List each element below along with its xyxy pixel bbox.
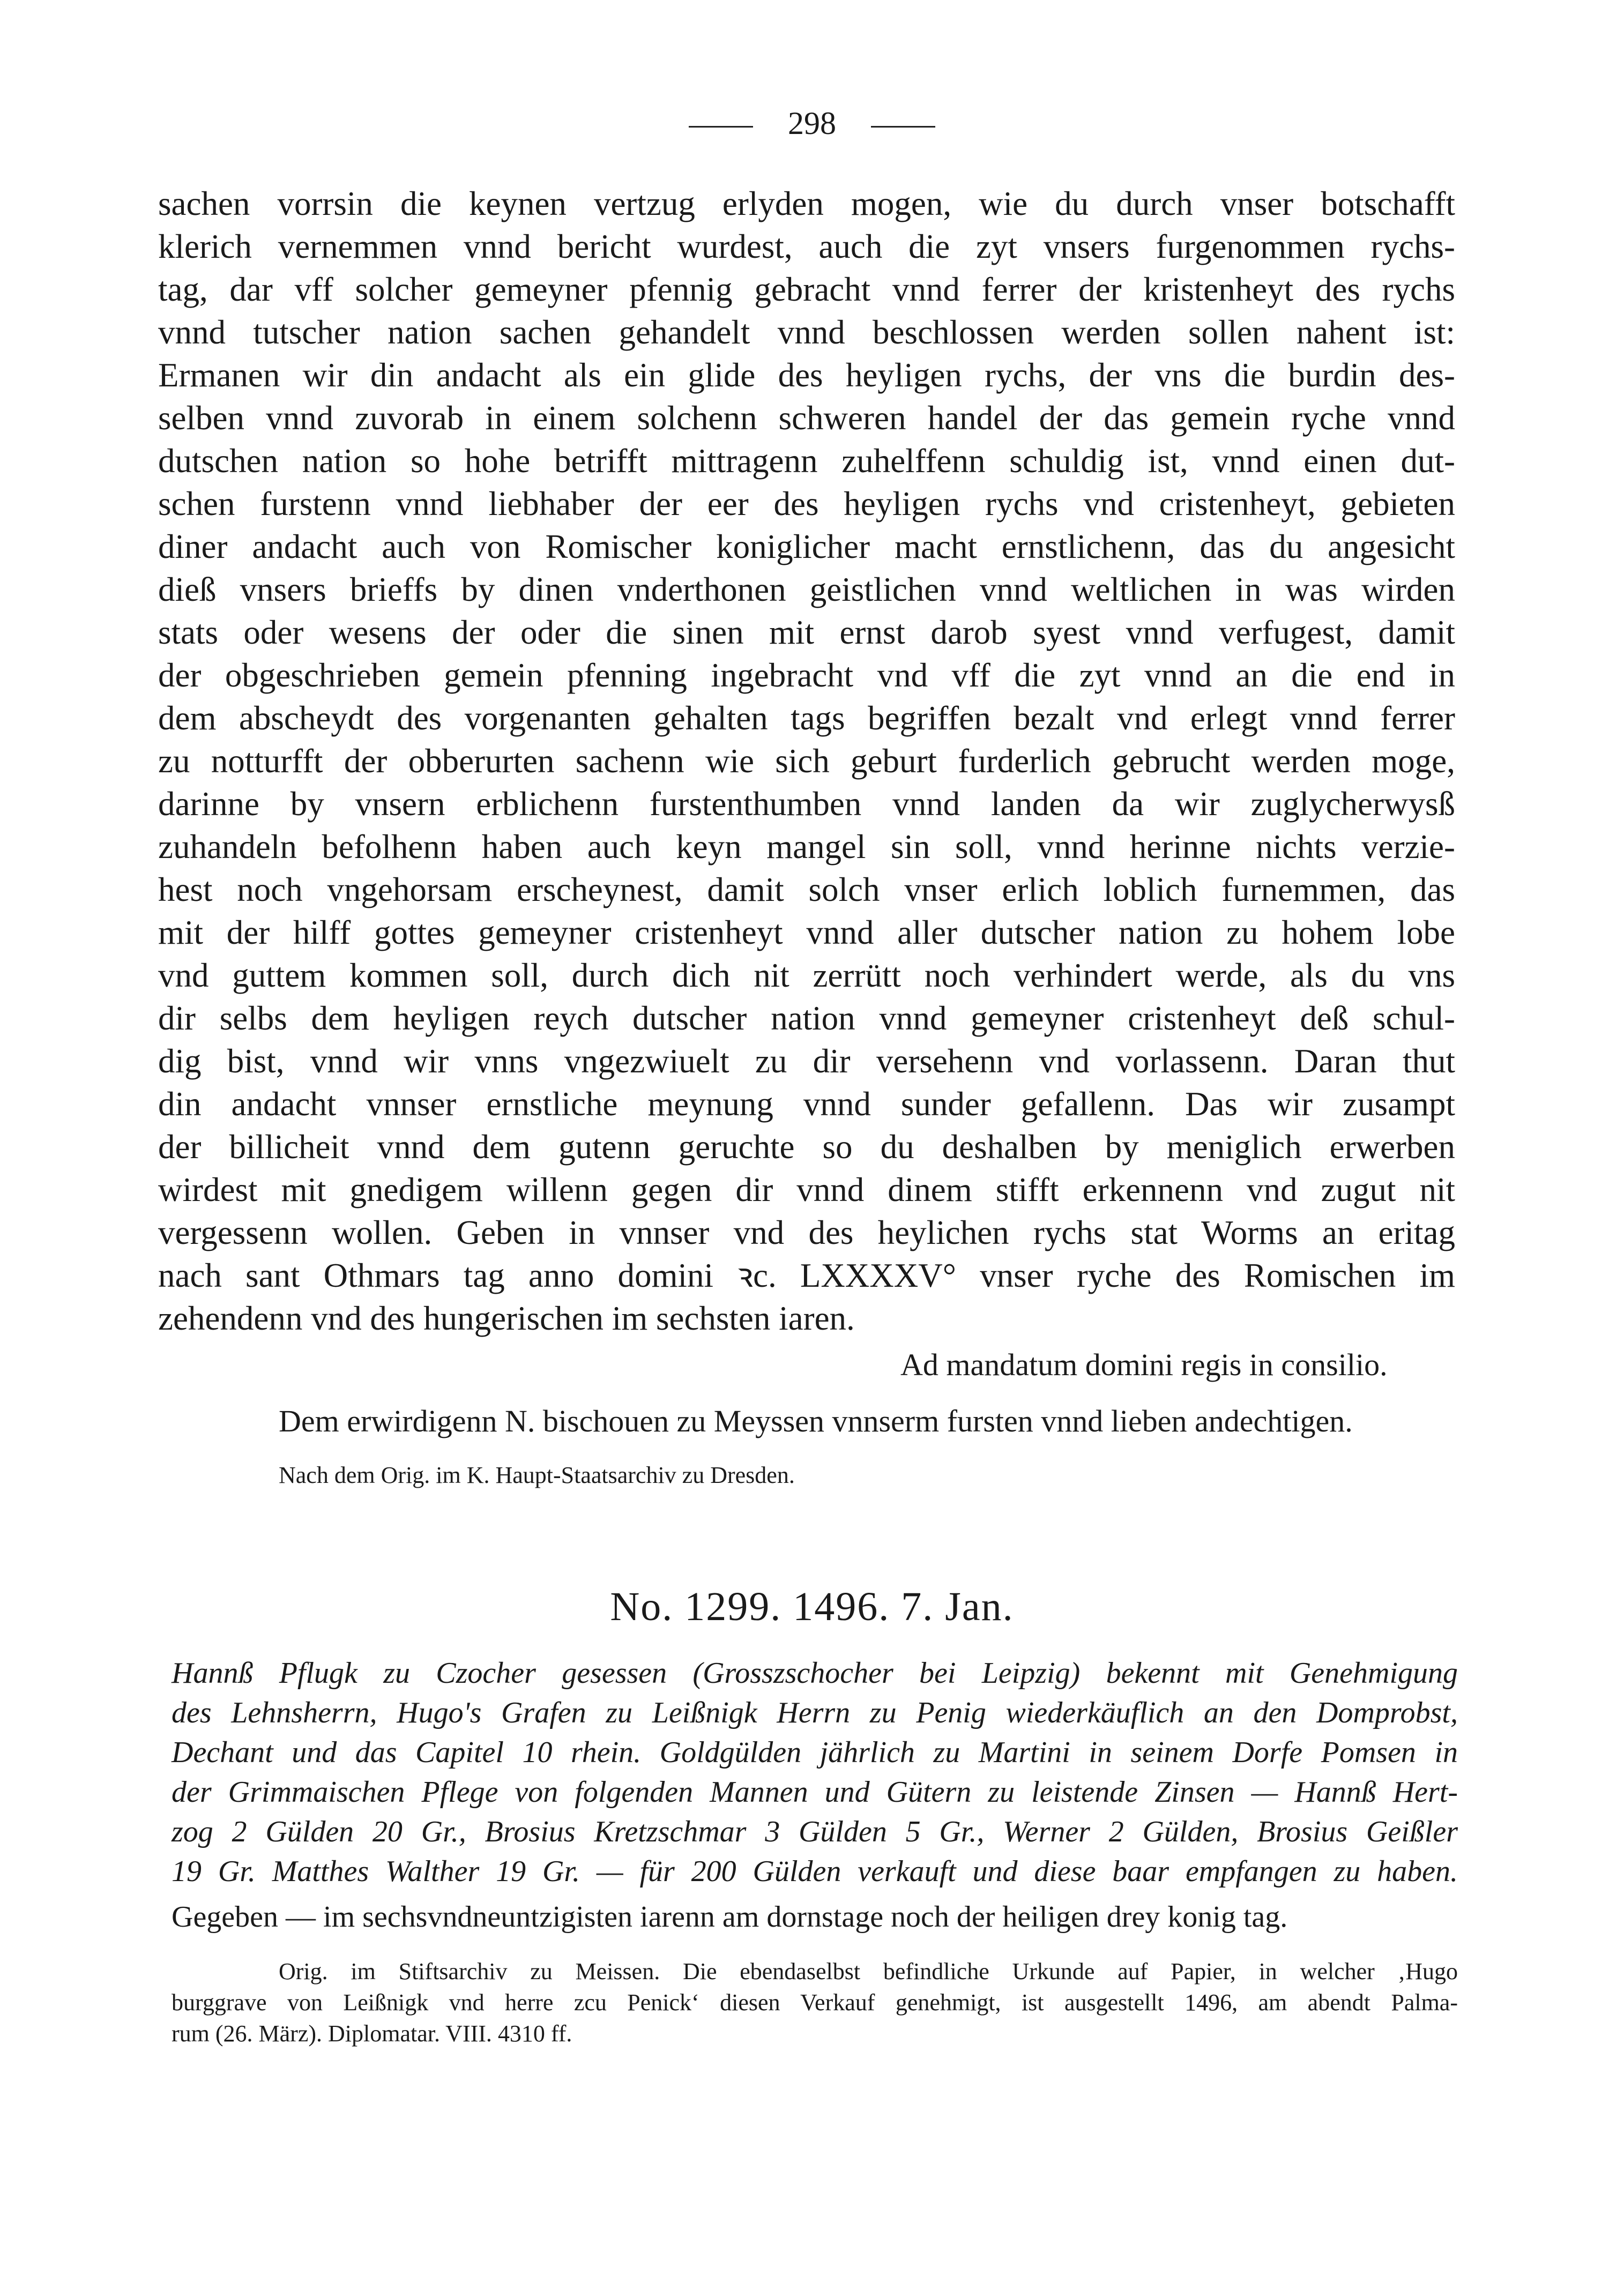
body-line: zuhandeln befolhenn haben auch keyn mangel sin soll, vnnd herinne nichts verzie- [158, 828, 1455, 866]
body-line: schen furstenn vnnd liebhaber der eer des heyligen rychs vnd cristenheyt, gebieten [158, 485, 1455, 523]
body-line: dieß vnsers brieffs by dinen vnderthonen geistlichen vnnd weltlichen in was wirden [158, 571, 1455, 608]
header-rule-left [689, 126, 753, 128]
footnote-line: burggrave von Leißnigk vnd herre zcu Penick‘ diesen Verkauf genehmigt, ist ausgestellt 1496, am abendt Palma- [172, 1989, 1458, 2016]
footnote-line: Orig. im Stiftsarchiv zu Meissen. Die ebendaselbst befindliche Urkunde auf Papier, in welcher ‚Hugo [279, 1958, 1458, 1985]
footnote-line: rum (26. März). Diplomatar. VIII. 4310 ff. [172, 2020, 572, 2047]
body-line: Ermanen wir din andacht als ein glide des heyligen rychs, der vns die burdin des- [158, 356, 1455, 394]
body-line: der obgeschrieben gemein pfenning ingebracht vnd vff die zyt vnnd an die end in [158, 657, 1455, 694]
body-line: mit der hilff gottes gemeyner cristenheyt vnnd aller dutscher nation zu hohem lobe [158, 914, 1455, 951]
body-line: stats oder wesens der oder die sinen mit ernst darob syest vnnd verfugest, damit [158, 614, 1455, 651]
letter-body [158, 182, 1455, 1340]
body-line: vergessenn wollen. Geben in vnnser vnd des heylichen rychs stat Worms an eritag [158, 1214, 1455, 1251]
body-line: nach sant Othmars tag anno domini ꝛc. LXXXXV° vnser ryche des Romischen im [158, 1257, 1455, 1294]
dating-clause: Gegeben — im sechsvndneuntzigisten iarenn am dornstage noch der heiligen drey konig tag. [172, 1900, 1288, 1934]
regest-line: der Grimmaischen Pflege von folgenden Mannen und Gütern zu leistende Zinsen — Hannß Hert- [172, 1776, 1458, 1809]
regest-line: zog 2 Gülden 20 Gr., Brosius Kretzschmar 3 Gülden 5 Gr., Werner 2 Gülden, Brosius Geißler [172, 1815, 1458, 1848]
regest-line: Dechant und das Capitel 10 rhein. Goldgülden jährlich zu Martini in seinem Dorfe Pomsen in [172, 1736, 1458, 1769]
body-line: klerich vernemmen vnnd bericht wurdest, auch die zyt vnsers furgenommen rychs- [158, 228, 1455, 265]
body-line: diner andacht auch von Romischer koniglicher macht ernstlichenn, das du angesicht [158, 528, 1455, 565]
header-rule-right [871, 126, 935, 128]
body-line: der billicheit vnnd dem gutenn geruchte so du deshalben by meniglich erwerben [158, 1128, 1455, 1166]
body-line: dig bist, vnnd wir vnns vngezwiuelt zu dir versehenn vnd vorlassenn. Daran thut [158, 1042, 1455, 1080]
document-title: No. 1299. 1496. 7. Jan. [610, 1584, 1014, 1629]
body-line: vnnd tutscher nation sachen gehandelt vnnd beschlossen werden sollen nahent ist: [158, 314, 1455, 351]
page-number: 298 [788, 106, 836, 141]
body-line: vnd guttem kommen soll, durch dich nit zerrütt noch verhindert werde, als du vns [158, 957, 1455, 994]
body-line: tag, dar vff solcher gemeyner pfennig gebracht vnnd ferrer der kristenheyt des rychs [158, 271, 1455, 308]
body-line: wirdest mit gnedigem willenn gegen dir vnnd dinem stifft erkennenn vnd zugut nit [158, 1171, 1455, 1209]
regest-line: des Lehnsherrn, Hugo's Grafen zu Leißnigk Herrn zu Penig wiederkäuflich an den Domprobst, [172, 1696, 1458, 1729]
body-line: hest noch vngehorsam erscheynest, damit solch vnser erlich loblich furnemmen, das [158, 871, 1455, 908]
body-line: dir selbs dem heyligen reych dutscher nation vnnd gemeyner cristenheyt deß schul- [158, 999, 1455, 1037]
footnote [172, 1956, 1458, 2049]
body-line: din andacht vnnser ernstliche meynung vnnd sunder gefallenn. Das wir zusampt [158, 1085, 1455, 1123]
page-header [0, 107, 1624, 139]
body-line: sachen vorrsin die keynen vertzug erlyden mogen, wie du durch vnser botschafft [158, 185, 1455, 222]
regest-line: 19 Gr. Matthes Walther 19 Gr. — für 200 Gülden verkauft und diese baar empfangen zu haben. [172, 1855, 1458, 1888]
regest-summary [172, 1653, 1458, 1891]
body-line: dem abscheydt des vorgenanten gehalten tags begriffen bezalt vnd erlegt vnnd ferrer [158, 699, 1455, 737]
regest-line: Hannß Pflugk zu Czocher gesessen (Grosszschocher bei Leipzig) bekennt mit Genehmigung [172, 1657, 1458, 1690]
body-line: dutschen nation so hohe betrifft mittragenn zuhelffenn schuldig ist, vnnd einen dut- [158, 442, 1455, 480]
source-note: Nach dem Orig. im K. Haupt-Staatsarchiv zu Dresden. [279, 1462, 795, 1488]
body-line: selben vnnd zuvorab in einem solchenn schweren handel der das gemein ryche vnnd [158, 399, 1455, 437]
body-line: zu notturfft der obberurten sachenn wie sich geburt furderlich gebrucht werden moge, [158, 742, 1455, 780]
body-line: zehendenn vnd des hungerischen im sechsten iaren. [158, 1300, 855, 1337]
mandate-line: Ad mandatum domini regis in consilio. [900, 1347, 1388, 1382]
body-line: darinne by vnsern erblichenn furstenthumben vnnd landen da wir zuglycherwysß [158, 785, 1455, 823]
address-line: Dem erwirdigenn N. bischouen zu Meyssen vnnserm fursten vnnd lieben andechtigen. [279, 1404, 1353, 1438]
